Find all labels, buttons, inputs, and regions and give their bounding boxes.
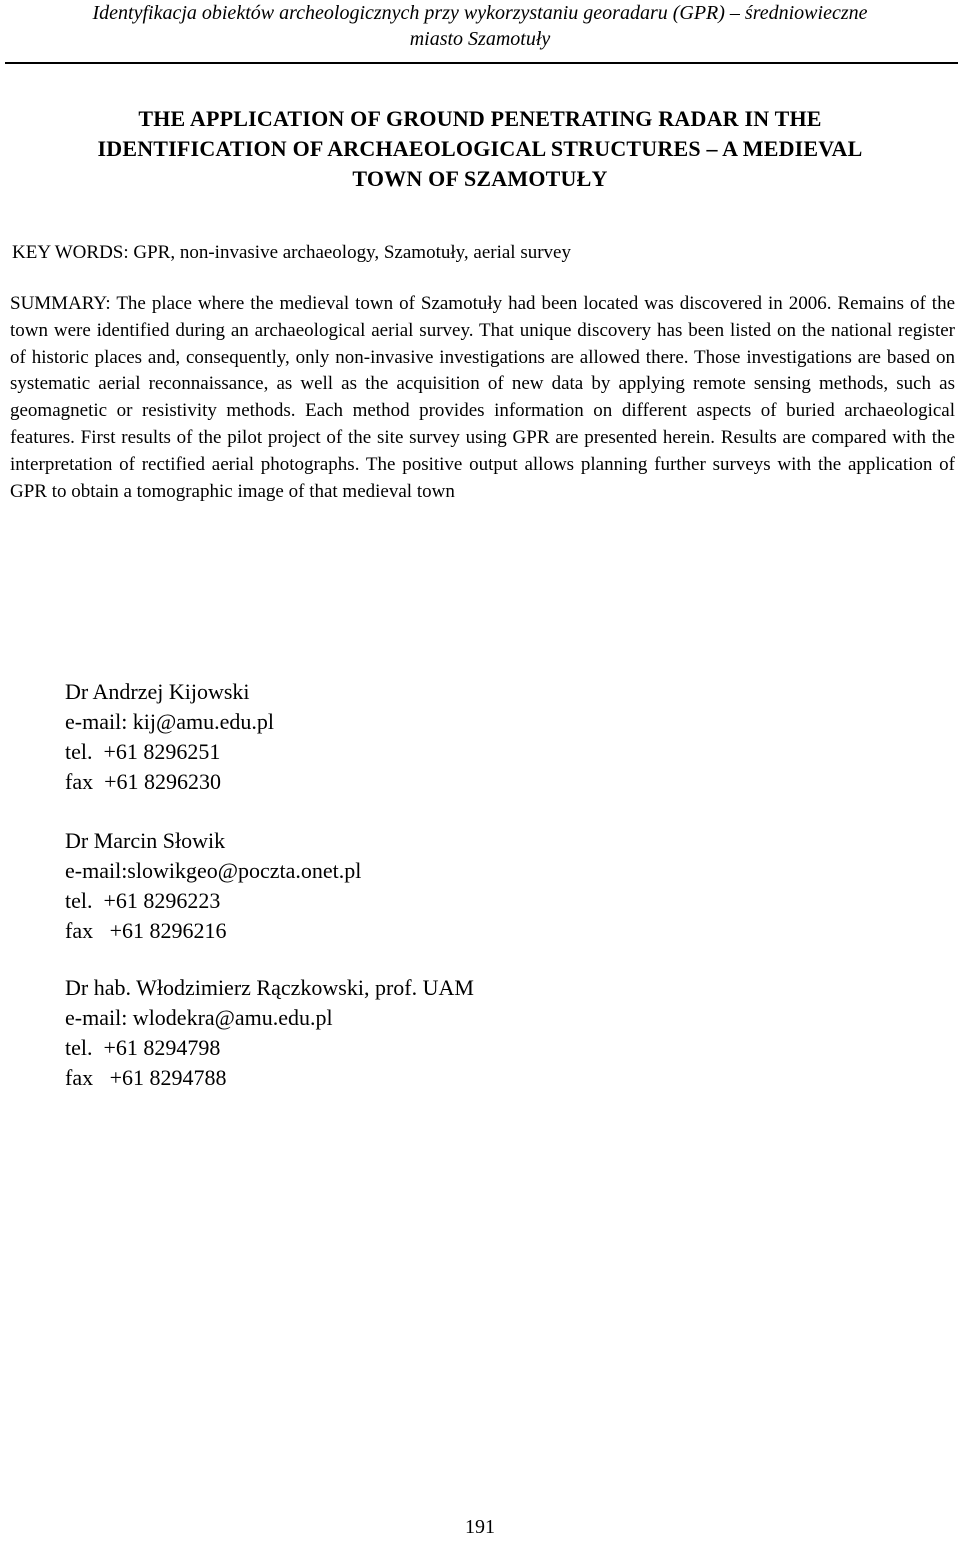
paper-title-line-2: IDENTIFICATION OF ARCHAEOLOGICAL STRUCTURES – A MEDIEVAL xyxy=(97,136,863,161)
author-contact xyxy=(65,826,765,946)
running-header-line-1: Identyfikacja obiektów archeologicznych przy wykorzystaniu georadaru (GPR) – średniowieczne xyxy=(92,2,868,24)
paper-title-line-1: THE APPLICATION OF GROUND PENETRATING RADAR IN THE xyxy=(138,106,822,131)
author-tel: tel. +61 8294798 xyxy=(65,1035,221,1060)
author-email: e-mail: kij@amu.edu.pl xyxy=(65,709,275,734)
paper-title xyxy=(20,104,940,194)
summary-abstract: SUMMARY: The place where the medieval town of Szamotuły had been located was discovered in 2006. Remains of the town were identified during an archaeological aerial survey. That unique discovery has been listed on the national register of historic places and, consequently, only non-invasive investigations are allowed there. Those investigations are based on systematic aerial reconnaissance, as well as the acquisition of new data by applying remote sensing methods, such as geomagnetic or resistivity methods. Each method provides information on different aspects of buried archaeological features. First results of the pilot project of the site survey using GPR are presented herein. Results are compared with the interpretation of rectified aerial photographs. The positive output allows planning further surveys with the application of GPR to obtain a tomographic image of that medieval town xyxy=(10,293,955,502)
author-contact xyxy=(65,677,765,797)
author-tel: tel. +61 8296251 xyxy=(65,739,221,764)
author-tel: tel. +61 8296223 xyxy=(65,888,221,913)
author-fax: fax +61 8296230 xyxy=(65,769,221,794)
author-email: e-mail: wlodekra@amu.edu.pl xyxy=(65,1005,333,1030)
author-contact xyxy=(65,973,765,1093)
keywords: KEY WORDS: GPR, non-invasive archaeology, Szamotuły, aerial survey xyxy=(12,242,571,263)
running-header-line-2: miasto Szamotuły xyxy=(409,28,551,50)
author-name: Dr Marcin Słowik xyxy=(65,828,226,853)
author-email: e-mail:slowikgeo@poczta.onet.pl xyxy=(65,858,362,883)
running-header xyxy=(10,0,950,52)
page-number: 191 xyxy=(465,1516,495,1538)
author-name: Dr hab. Włodzimierz Rączkowski, prof. UAM xyxy=(65,975,474,1000)
author-fax: fax +61 8294788 xyxy=(65,1065,227,1090)
header-divider xyxy=(5,62,958,64)
author-fax: fax +61 8296216 xyxy=(65,918,227,943)
author-name: Dr Andrzej Kijowski xyxy=(65,679,250,704)
paper-title-line-3: TOWN OF SZAMOTUŁY xyxy=(352,166,608,191)
